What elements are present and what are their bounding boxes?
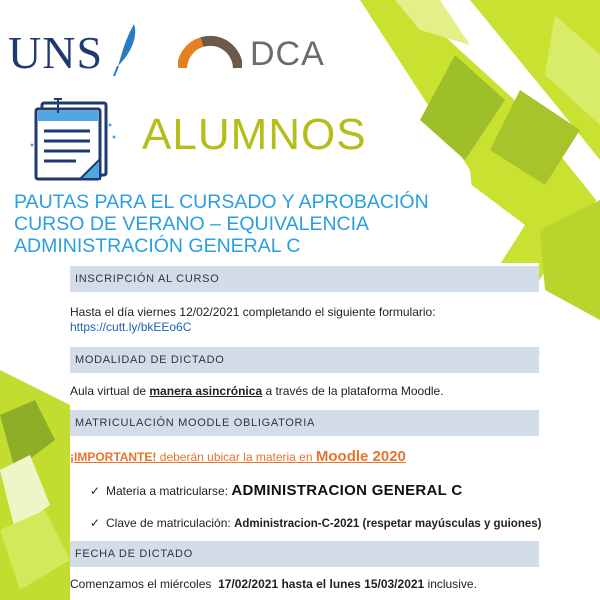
fecha-text-bold: 17/02/2021 hasta el lunes 15/03/2021 xyxy=(218,577,425,591)
list-item xyxy=(90,482,462,500)
section-heading-matriculacion: MATRICULACIÓN MOODLE OBLIGATORIA xyxy=(70,410,539,436)
fecha-text-before: Comenzamos el miércoles xyxy=(70,577,219,591)
modalidad-text-bold: manera asincrónica xyxy=(149,384,263,398)
dca-arc-icon xyxy=(178,34,242,70)
subtitle-block xyxy=(14,191,429,257)
uns-feather-icon xyxy=(112,22,140,78)
fecha-text-after: inclusive. xyxy=(424,577,477,591)
uns-logo: UNS xyxy=(8,27,104,78)
info-panel xyxy=(70,263,542,600)
important-highlight: Moodle 2020 xyxy=(315,448,406,465)
document-icon xyxy=(28,95,120,183)
checkmark-icon: ✓ xyxy=(90,484,101,498)
modalidad-text-before: Aula virtual de xyxy=(70,384,150,398)
item-label: Materia a matricularse: xyxy=(106,484,232,498)
item-label: Clave de matriculación: xyxy=(106,516,235,530)
page-title: ALUMNOS xyxy=(142,110,367,159)
item-value: ADMINISTRACION GENERAL C xyxy=(231,482,463,499)
modalidad-text xyxy=(70,384,444,398)
checkmark-icon: ✓ xyxy=(90,516,101,530)
important-notice xyxy=(70,448,406,466)
subtitle-line: PAUTAS PARA EL CURSADO Y APROBACIÓN xyxy=(14,191,429,213)
section-heading-inscripcion: INSCRIPCIÓN AL CURSO xyxy=(70,266,539,292)
subtitle-line: ADMINISTRACIÓN GENERAL C xyxy=(14,235,301,257)
item-value: Administracion-C-2021 (respetar mayúsculas y guiones) xyxy=(234,518,542,530)
form-link[interactable]: https://cutt.ly/bkEEo6C xyxy=(70,320,192,334)
fecha-text xyxy=(70,577,477,591)
section-heading-fecha: FECHA DE DICTADO xyxy=(70,541,539,567)
section-heading-modalidad: MODALIDAD DE DICTADO xyxy=(70,347,539,373)
list-item xyxy=(90,514,541,532)
modalidad-text-after: a través de la plataforma Moodle. xyxy=(262,384,444,398)
dca-logo: DCA xyxy=(250,35,325,73)
inscripcion-text: Hasta el día viernes 12/02/2021 completando el siguiente formulario: xyxy=(70,305,436,319)
subtitle-line: CURSO DE VERANO – EQUIVALENCIA xyxy=(14,213,370,235)
important-text: deberán ubicar la materia en xyxy=(156,450,316,464)
important-label: ¡IMPORTANTE! xyxy=(70,450,157,464)
